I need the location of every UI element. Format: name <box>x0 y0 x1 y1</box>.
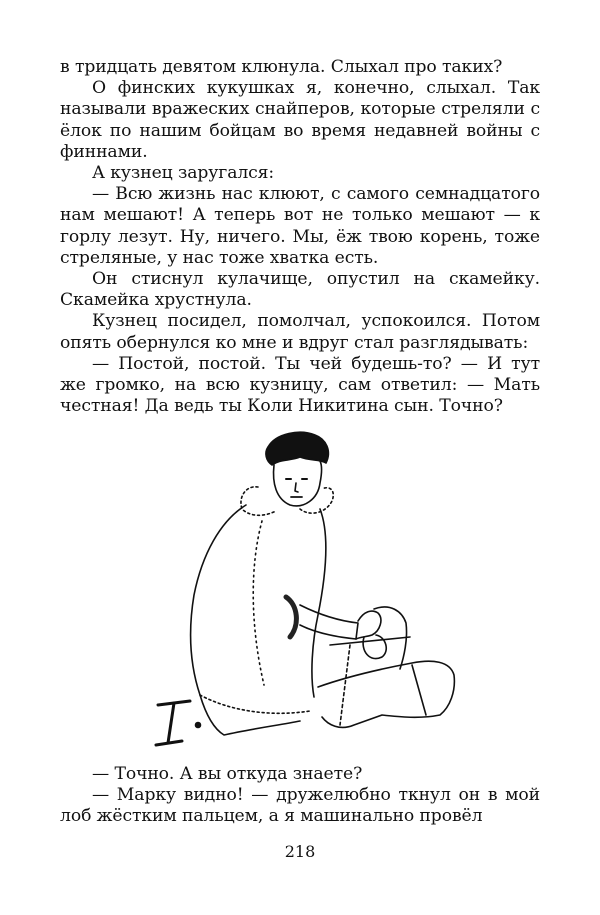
paragraph: Кузнец посидел, помолчал, успокоился. Потом опять обернулся ко мне и вдруг стал разглядывать: <box>60 311 540 353</box>
coat-front <box>312 509 326 697</box>
paragraph: А кузнец заругался: <box>92 163 275 184</box>
paragraph: Он стиснул кулачище, опустил на скамейку. Скамейка хрустнула. <box>60 269 540 311</box>
bench-leg <box>340 645 350 725</box>
paragraph: — Всю жизнь нас клюют, с самого семнадцатого нам мешают! А теперь вот не только мешают — к горлу лезут. Ну, ничего. Мы, ёж твою корень, тоже стреляные, у нас тоже хватка есть. <box>60 184 540 268</box>
upper-text-block <box>60 57 540 417</box>
collar-fur <box>241 487 333 515</box>
leg-boot <box>318 661 454 727</box>
coat-edge-fur <box>200 695 310 713</box>
paragraph: О финских кукушках я, конечно, слыхал. Так называли вражеских снайперов, которые стреляли с ёлок по нашим бойцам во время недавней войны с финнами. <box>60 78 540 162</box>
boot-seam <box>412 665 426 715</box>
sleeve <box>300 605 358 639</box>
artist-initial-icon <box>156 701 200 745</box>
coat-fold <box>253 521 264 685</box>
boy-on-bench-drawing-icon <box>150 425 470 755</box>
pouch <box>363 635 386 659</box>
paragraph: — Постой, постой. Ты чей будешь-то? — И тут же громко, на всю кузницу, сам ответил: — Мать честная! Да ведь ты Коли Никитина сын. Точно? <box>60 353 540 417</box>
paragraph: — Точно. А вы откуда знаете? <box>92 764 363 784</box>
hair-shape <box>266 432 328 465</box>
cuff-fur <box>286 597 296 637</box>
paragraph: — Марку видно! — дружелюбно ткнул он в мой лоб жёстким пальцем, а я машинально провёл <box>60 785 540 827</box>
page-number: 218 <box>284 842 316 861</box>
coat-outline <box>191 505 300 735</box>
paragraph: в тридцать девятом клюнула. Слыхал про таких? <box>60 57 503 77</box>
face-outline <box>274 461 322 506</box>
bench-top <box>330 637 410 645</box>
lower-text-block <box>60 764 540 828</box>
nose <box>295 483 298 492</box>
